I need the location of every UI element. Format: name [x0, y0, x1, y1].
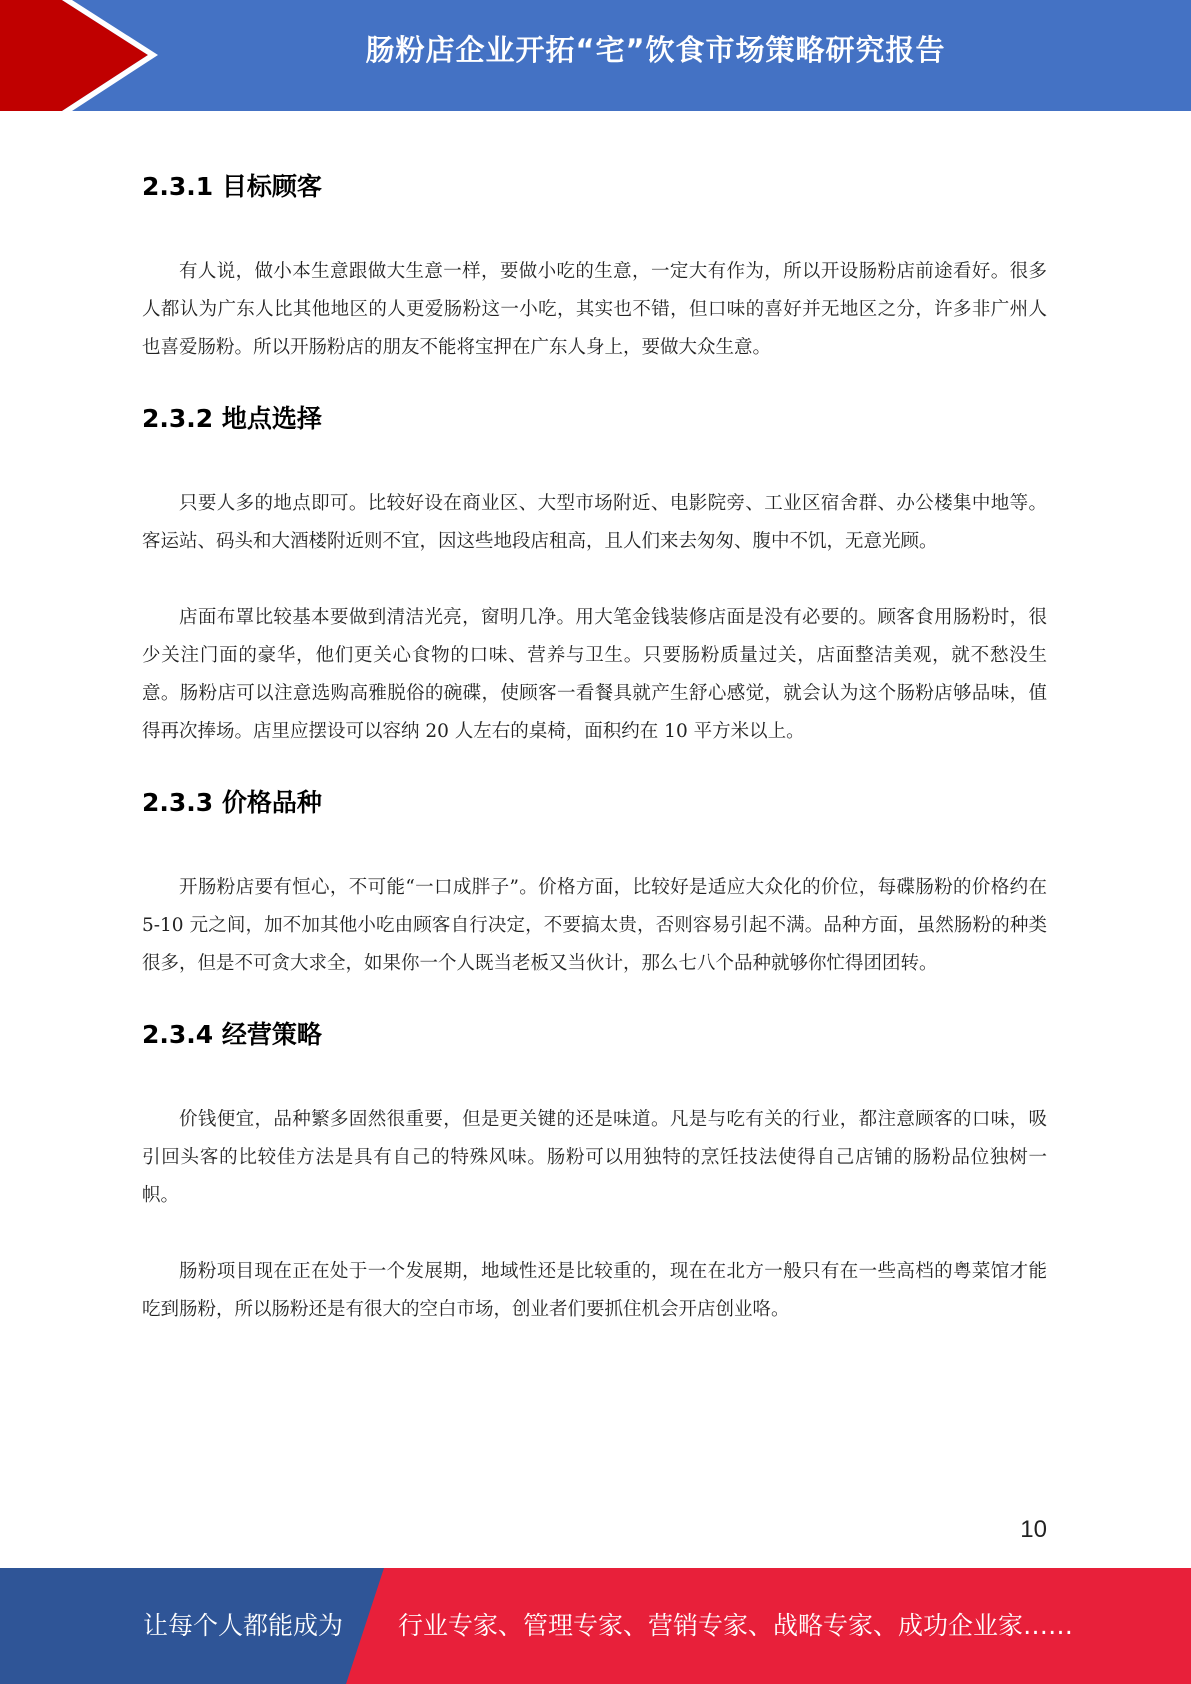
paragraph: 价钱便宜，品种繁多固然很重要，但是更关键的还是味道。凡是与吃有关的行业，都注意顾客的口味，吸引回头客的比较佳方法是具有自己的特殊风味。肠粉可以用独特的烹饪技法使得自己店铺的肠粉品位独树一帜。 — [142, 1109, 1047, 1206]
header-arrow-shape — [0, 0, 160, 111]
section-heading-target-customers: 2.3.1 目标顾客 — [142, 172, 322, 201]
footer-slogan-right: 行业专家、管理专家、营销专家、战略专家、成功企业家…… — [398, 1611, 1074, 1640]
section-heading-business-strategy: 2.3.4 经营策略 — [142, 1020, 322, 1049]
footer-slogan-left: 让每个人都能成为 — [143, 1611, 344, 1640]
page-number: 10 — [1020, 1516, 1047, 1543]
section-heading-location: 2.3.2 地点选择 — [142, 404, 322, 433]
paragraph: 有人说，做小本生意跟做大生意一样，要做小吃的生意，一定大有作为，所以开设肠粉店前途看好。很多人都认为广东人比其他地区的人更爱肠粉这一小吃，其实也不错，但口味的喜好并无地区之分，许多非广州人也喜爱肠粉。所以开肠粉店的朋友不能将宝押在广东人身上，要做大众生意。 — [142, 261, 1047, 358]
header-banner — [0, 0, 1191, 111]
footer-banner — [0, 1568, 1191, 1684]
paragraph: 只要人多的地点即可。比较好设在商业区、大型市场附近、电影院旁、工业区宿舍群、办公楼集中地等。客运站、码头和大酒楼附近则不宜，因这些地段店租高，且人们来去匆匆、腹中不饥，无意光顾。 — [142, 493, 1047, 552]
paragraph: 店面布罩比较基本要做到清洁光亮，窗明几净。用大笔金钱装修店面是没有必要的。顾客食用肠粉时，很少关注门面的豪华，他们更关心食物的口味、营养与卫生。只要肠粉质量过关，店面整洁美观，就不愁没生意。肠粉店可以注意选购高雅脱俗的碗碟，使顾客一看餐具就产生舒心感觉，就会认为这个肠粉店够品味，值得再次捧场。店里应摆设可以容纳 20 人左右的桌椅，面积约在 10 平方米以上。 — [142, 607, 1047, 742]
paragraph: 开肠粉店要有恒心，不可能“一口成胖子”。价格方面，比较好是适应大众化的价位，每碟肠粉的价格约在 5-10 元之间，加不加其他小吃由顾客自行决定，不要搞太贵，否则容易引起不满。品种方面，虽然肠粉的种类很多，但是不可贪大求全，如果你一个人既当老板又当伙计，那么七八个品种就够你忙得团团转。 — [142, 877, 1047, 974]
report-title: 肠粉店企业开拓“宅”饮食市场策略研究报告 — [365, 33, 946, 67]
document-body — [142, 165, 1047, 1329]
paragraph: 肠粉项目现在正在处于一个发展期，地域性还是比较重的，现在在北方一般只有在一些高档的粤菜馆才能吃到肠粉，所以肠粉还是有很大的空白市场，创业者们要抓住机会开店创业咯。 — [142, 1261, 1047, 1320]
section-heading-price-variety: 2.3.3 价格品种 — [142, 788, 322, 817]
